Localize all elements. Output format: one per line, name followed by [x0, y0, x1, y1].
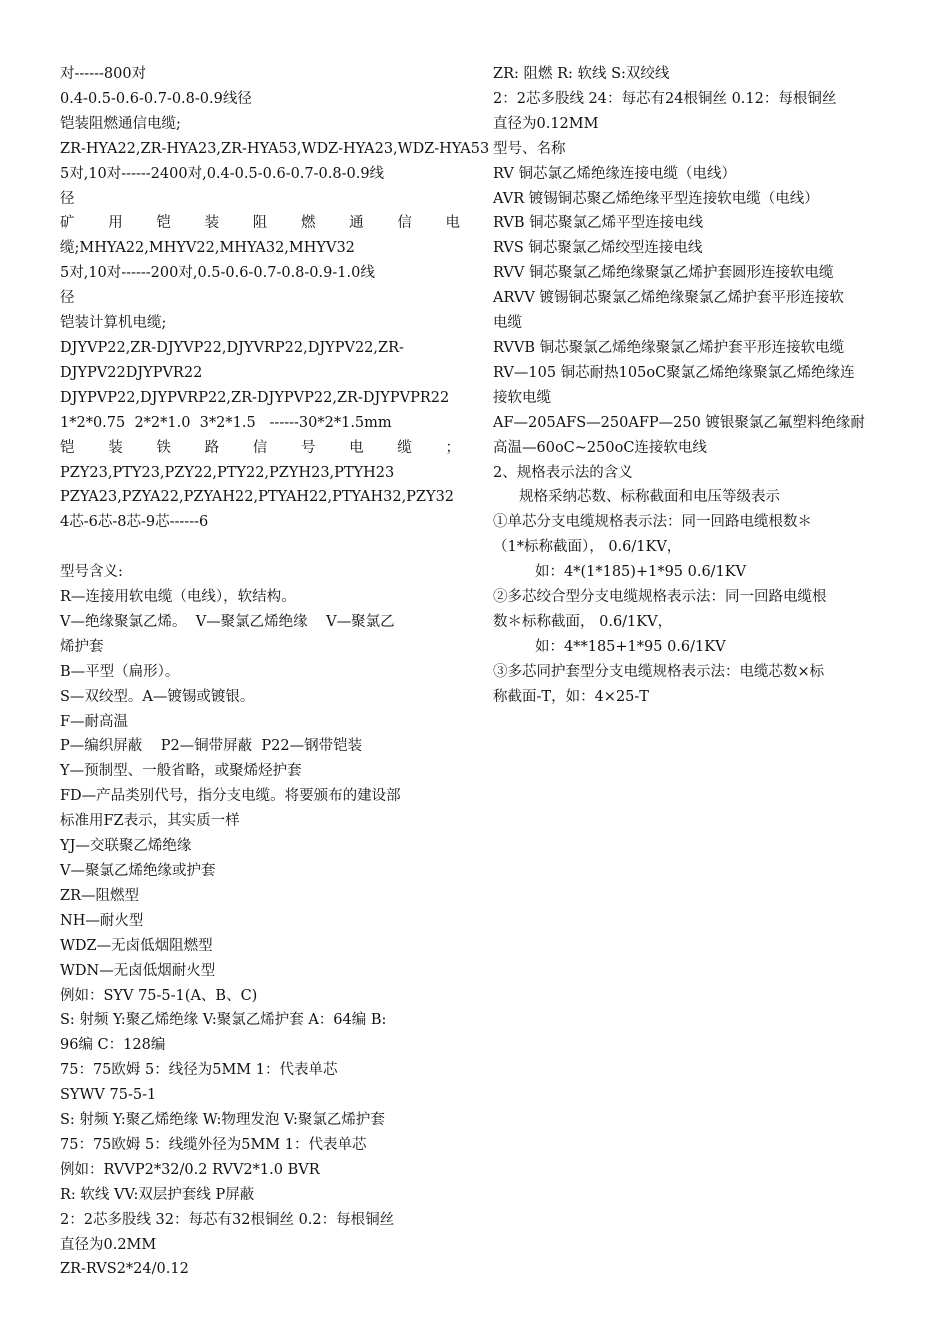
text-line: DJYPVP22,DJYPVRP22,ZR-DJYPVP22,ZR-DJYPVPR22 [60, 389, 450, 406]
text-line: S—双绞型。A—镀锡或镀银。 [60, 688, 255, 705]
text-line: （1*标称截面）， 0.6/1KV， [493, 539, 682, 556]
text-line: PZYA23,PZYA22,PZYAH22,PTYAH22,PTYAH32,PZY32 [60, 489, 455, 506]
text-line: P—编织屏蔽 P2—铜带屏蔽 P22—钢带铠装 [60, 738, 363, 755]
text-line: 2：2芯多股线 32：每芯有32根铜丝 0.2：每根铜丝 [60, 1211, 395, 1228]
section-heading: 型号含义: [60, 564, 123, 581]
text-line: 1*2*0.75 2*2*1.0 3*2*1.5 ------30*2*1.5mm [60, 414, 392, 431]
text-line: RVVB 铜芯聚氯乙烯绝缘聚氯乙烯护套平形连接软电缆 [493, 339, 845, 356]
text-line: 0.4-0.5-0.6-0.7-0.8-0.9线径 [60, 90, 252, 107]
glyph: 装 [108, 439, 123, 456]
text-line: 直径为0.2MM [60, 1236, 157, 1253]
text-line: RVB 铜芯聚氯乙烯平型连接电线 [493, 215, 704, 232]
text-line: S: 射频 Y:聚乙烯绝缘 W:物理发泡 V:聚氯乙烯护套 [60, 1112, 385, 1129]
text-line: 标准用FZ表示，其实质一样 [60, 813, 240, 830]
text-line: ②多芯绞合型分支电缆规格表示法：同一回路电缆根 [493, 589, 827, 606]
text-line: PZY23,PTY23,PZY22,PTY22,PZYH23,PTYH23 [60, 464, 395, 481]
text-line: YJ—交联聚乙烯绝缘 [60, 838, 192, 855]
text-line: 规格采纳芯数、标称截面和电压等级表示 [519, 489, 780, 506]
glyph: 用 [108, 215, 123, 232]
text-line: RVV 铜芯聚氯乙烯绝缘聚氯乙烯护套圆形连接软电缆 [493, 265, 834, 282]
glyph: 矿 [60, 215, 75, 232]
text-line: F—耐高温 [60, 713, 129, 730]
text-line: 例如：RVVP2*32/0.2 RVV2*1.0 BVR [60, 1161, 320, 1178]
text-line: 直径为0.12MM [493, 115, 599, 132]
text-line: ③多芯同护套型分支电缆规格表示法：电缆芯数×标 [493, 663, 825, 680]
glyph: ； [445, 439, 460, 456]
text-line: DJYPV22DJYPVR22 [60, 364, 203, 381]
text-line: SYWV 75-5-1 [60, 1087, 157, 1104]
text-line: 5对,10对------2400对,0.4-0.5-0.6-0.7-0.8-0.9线 [60, 165, 385, 182]
glyph: 装 [204, 215, 220, 232]
glyph: 号 [300, 439, 316, 456]
text-line: ①单芯分支电缆规格表示法：同一回路电缆根数＊ [493, 514, 812, 531]
text-line: 4芯-6芯-8芯-9芯------6 [60, 514, 209, 531]
glyph: 通 [349, 215, 364, 232]
justified-text-line [60, 436, 460, 461]
text-line: AVR 镀锡铜芯聚乙烯绝缘平型连接软电缆（电线） [493, 190, 819, 207]
glyph: 铠 [156, 215, 171, 232]
text-line: RV—105 铜芯耐热105oC聚氯乙烯绝缘聚氯乙烯绝缘连 [493, 364, 855, 381]
text-line: DJYVP22,ZR-DJYVP22,DJYVRP22,DJYPV22,ZR- [60, 339, 404, 356]
text-line: FD—产品类别代号，指分支电缆。将要颁布的建设部 [60, 788, 401, 805]
right-text-column [493, 62, 895, 710]
text-line: V—绝缘聚氯乙烯。 V—聚氯乙烯绝缘 V—聚氯乙 [60, 613, 395, 630]
text-line: 对------800对 [60, 66, 147, 82]
blank-line [60, 535, 460, 560]
text-line: 5对,10对------200对,0.5-0.6-0.7-0.8-0.9-1.0线 [60, 265, 375, 282]
text-line: 烯护套 [60, 638, 104, 655]
text-line: 96编 C：128编 [60, 1037, 166, 1054]
text-line: AF—205AFS—250AFP—250 镀银聚氯乙氟塑料绝缘耐 [493, 414, 865, 431]
text-line: ZR-RVS2*24/0.12 [60, 1261, 189, 1278]
glyph: 铁 [156, 439, 171, 456]
text-line: 径 [60, 290, 75, 307]
text-line: R: 软线 VV:双层护套线 P屏蔽 [60, 1186, 255, 1203]
text-line: 75：75欧姆 5：线径为5MM 1：代表单芯 [60, 1062, 338, 1079]
text-line: 2：2芯多股线 24：每芯有24根铜丝 0.12：每根铜丝 [493, 90, 837, 107]
text-line: WDN—无卤低烟耐火型 [60, 962, 216, 979]
text-line: 75：75欧姆 5：线缆外径为5MM 1：代表单芯 [60, 1136, 367, 1153]
glyph: 阻 [252, 215, 268, 232]
text-line: 数＊标称截面， 0.6/1KV， [493, 613, 673, 630]
glyph: 电 [349, 439, 364, 456]
glyph: 电 [445, 215, 460, 232]
example-line: 如：4**185+1*95 0.6/1KV [535, 638, 726, 655]
text-line: 称截面-T，如：4×25-T [493, 688, 649, 705]
section-heading: 型号、名称 [493, 140, 566, 157]
glyph: 信 [252, 439, 268, 456]
text-line: 例如：SYV 75-5-1(A、B、C) [60, 987, 258, 1004]
glyph: 信 [397, 215, 412, 232]
text-line: Y—预制型、一般省略，或聚烯烃护套 [60, 763, 302, 780]
text-line: 电缆 [493, 315, 522, 332]
text-line: NH—耐火型 [60, 912, 144, 929]
text-line: 高温—60oC~250oC连接软电线 [493, 439, 707, 456]
glyph: 路 [204, 439, 220, 456]
example-line: 如：4*(1*185)+1*95 0.6/1KV [535, 564, 747, 581]
left-text-column [60, 62, 490, 1282]
glyph: 燃 [300, 215, 316, 232]
text-line: RVS 铜芯聚氯乙烯绞型连接电线 [493, 240, 703, 257]
glyph: 缆 [397, 439, 412, 456]
text-line: R—连接用软电缆（电线），软结构。 [60, 589, 296, 606]
justified-text-line [60, 211, 460, 236]
text-line: WDZ—无卤低烟阻燃型 [60, 937, 213, 954]
text-line: 径 [60, 190, 75, 207]
text-line: B—平型（扁形）。 [60, 663, 180, 680]
text-line: ZR—阻燃型 [60, 887, 139, 904]
glyph: 铠 [60, 439, 75, 456]
text-line: ZR: 阻燃 R: 软线 S:双绞线 [493, 66, 670, 82]
text-line: S: 射频 Y:聚乙烯绝缘 V:聚氯乙烯护套 A：64编 B: [60, 1012, 387, 1029]
text-line: 缆;MHYA22,MHYV22,MHYA32,MHYV32 [60, 240, 355, 257]
text-line: 铠装阻燃通信电缆; [60, 115, 181, 132]
text-line: 铠装计算机电缆; [60, 315, 167, 332]
text-line: RV 铜芯氯乙烯绝缘连接电缆（电线） [493, 165, 736, 182]
text-line: V—聚氯乙烯绝缘或护套 [60, 862, 216, 879]
section-heading: 2、规格表示法的含义 [493, 464, 633, 481]
text-line: ZR-HYA22,ZR-HYA23,ZR-HYA53,WDZ-HYA23,WDZ-HYA53 [60, 140, 490, 157]
text-line: ARVV 镀锡铜芯聚氯乙烯绝缘聚氯乙烯护套平形连接软 [493, 290, 844, 307]
text-line: 接软电缆 [493, 389, 551, 406]
